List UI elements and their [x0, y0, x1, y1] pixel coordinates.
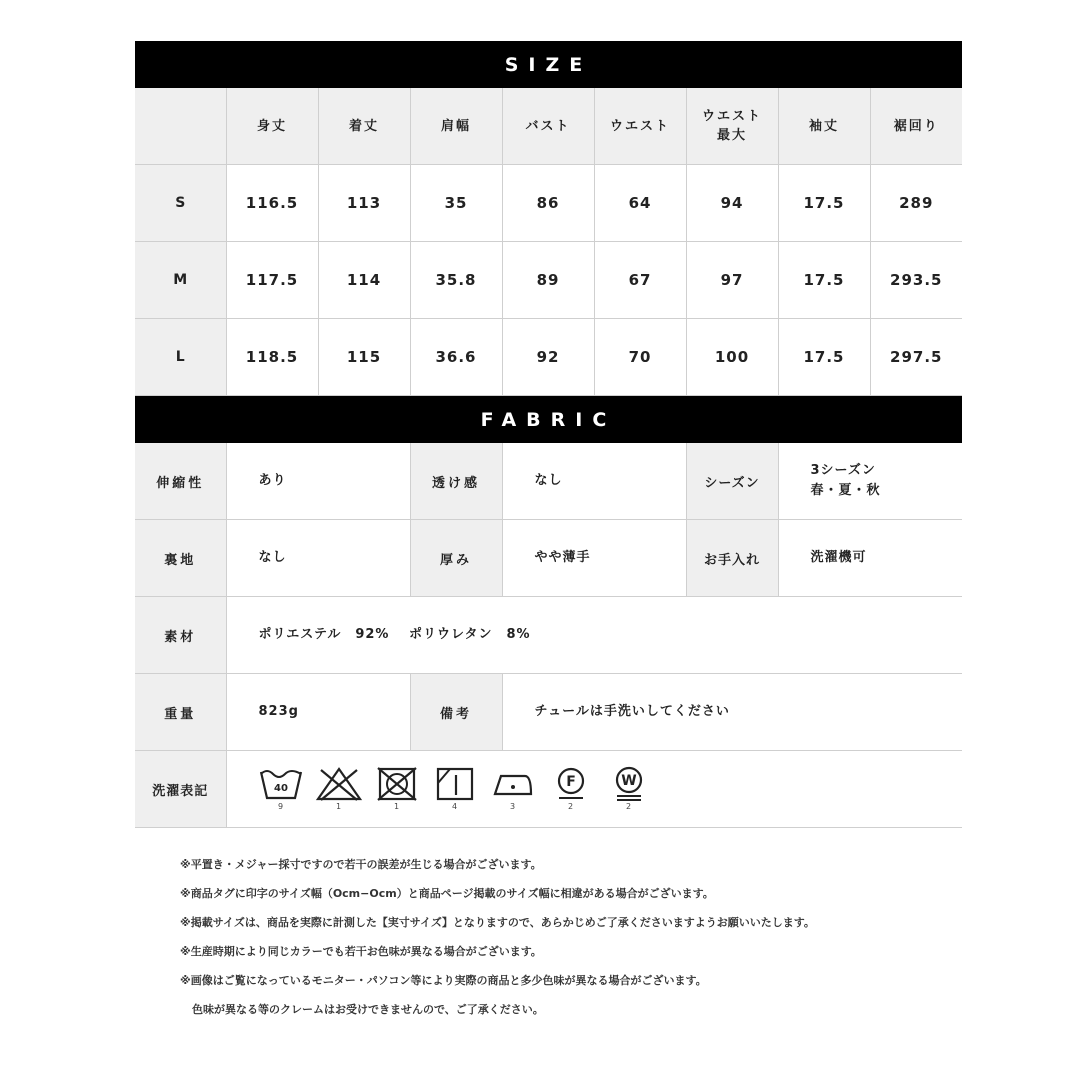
note-line: ※生産時期により同じカラーでも若干お色味が異なる場合がございます。 [180, 945, 542, 958]
fabric-row-5 [135, 751, 962, 828]
note-line: ※商品タグに印字のサイズ幅（Ocm−Ocm）と商品ページ掲載のサイズ幅に相違がある場合がございます。 [180, 887, 714, 900]
iron-low-icon [491, 766, 535, 802]
season-value-line-2: 春・夏・秋 [810, 483, 881, 498]
season-value [778, 443, 962, 520]
care-code: 3 [509, 802, 516, 811]
remarks-value: チュールは手洗いしてください [502, 674, 962, 751]
size-cell: 113 [318, 165, 410, 242]
size-cell: 64 [594, 165, 686, 242]
stretch-value: あり [226, 443, 410, 520]
fabric-row-3 [135, 597, 962, 674]
header-sleeve-length: 袖丈 [778, 88, 870, 165]
size-cell: 118.5 [226, 319, 318, 396]
care-code: 2 [567, 802, 574, 811]
weight-value: 823g [226, 674, 410, 751]
note-line: ※画像はご覧になっているモニター・パソコン等により実際の商品と多少色味が異なる場合がございます。 [180, 974, 707, 987]
size-row-s [135, 165, 962, 242]
washing-label: 洗濯表記 [135, 751, 226, 828]
care-code: 1 [393, 802, 400, 811]
washing-symbols [226, 751, 962, 828]
fabric-row-4 [135, 674, 962, 751]
product-spec-sheet [135, 41, 962, 828]
size-cell: 114 [318, 242, 410, 319]
line-dry-shade-item [431, 766, 479, 812]
size-cell: 117.5 [226, 242, 318, 319]
size-cell: 92 [502, 319, 594, 396]
size-cell: 35 [410, 165, 502, 242]
thickness-value: やや薄手 [502, 520, 686, 597]
no-bleach-item [315, 766, 363, 812]
size-cell: 94 [686, 165, 778, 242]
size-cell: 116.5 [226, 165, 318, 242]
size-cell: 115 [318, 319, 410, 396]
lining-label: 裏地 [135, 520, 226, 597]
size-label: S [135, 165, 226, 242]
material-value: ポリエステル 92% ポリウレタン 8% [226, 597, 962, 674]
size-row-m [135, 242, 962, 319]
size-cell: 17.5 [778, 165, 870, 242]
size-section-title: SIZE [135, 41, 962, 88]
wash-tub-40-item [257, 766, 305, 812]
fabric-table [135, 443, 962, 828]
dry-clean-f-icon [549, 766, 593, 802]
care-code: 1 [335, 802, 342, 811]
size-cell: 17.5 [778, 242, 870, 319]
fabric-row-1 [135, 443, 962, 520]
header-total-length: 着丈 [318, 88, 410, 165]
size-label: M [135, 242, 226, 319]
notes-section [180, 850, 940, 1024]
header-body-length: 身丈 [226, 88, 318, 165]
header-bust: バスト [502, 88, 594, 165]
no-tumble-dry-item [373, 766, 421, 812]
thickness-label: 厚み [410, 520, 502, 597]
stretch-label: 伸縮性 [135, 443, 226, 520]
header-shoulder-width: 肩幅 [410, 88, 502, 165]
wet-clean-w-item [605, 766, 653, 812]
wet-clean-w-icon [607, 766, 651, 802]
wet-clean-letter: W [620, 773, 637, 789]
size-header-row [135, 88, 962, 165]
size-cell: 86 [502, 165, 594, 242]
size-label: L [135, 319, 226, 396]
care-code: 9 [277, 802, 284, 811]
size-corner-cell [135, 88, 226, 165]
size-cell: 17.5 [778, 319, 870, 396]
header-waist: ウエスト [594, 88, 686, 165]
note-line: 色味が異なる等のクレームはお受けできませんので、ご了承ください。 [192, 1003, 544, 1016]
size-cell: 293.5 [870, 242, 962, 319]
size-cell: 67 [594, 242, 686, 319]
note-line: ※掲載サイズは、商品を実際に計測した【実寸サイズ】となりますので、あらかじめご了承くださいますようお願いいたします。 [180, 916, 815, 929]
care-value: 洗濯機可 [778, 520, 962, 597]
care-label: お手入れ [686, 520, 778, 597]
size-cell: 297.5 [870, 319, 962, 396]
fabric-section-title: FABRIC [135, 396, 962, 443]
care-code: 2 [625, 802, 632, 811]
sheer-value: なし [502, 443, 686, 520]
size-cell: 36.6 [410, 319, 502, 396]
no-tumble-dry-icon [375, 766, 419, 802]
size-cell: 35.8 [410, 242, 502, 319]
dry-clean-f-item [547, 766, 595, 812]
wash-tub-40-icon [259, 766, 303, 802]
weight-label: 重量 [135, 674, 226, 751]
iron-low-item [489, 766, 537, 812]
size-cell: 89 [502, 242, 594, 319]
size-cell: 70 [594, 319, 686, 396]
fabric-row-2 [135, 520, 962, 597]
no-bleach-icon [315, 766, 363, 802]
sheer-label: 透け感 [410, 443, 502, 520]
care-code: 4 [451, 802, 458, 811]
season-label: シーズン [686, 443, 778, 520]
lining-value: なし [226, 520, 410, 597]
size-cell: 100 [686, 319, 778, 396]
remarks-label: 備考 [410, 674, 502, 751]
season-value-line-1: 3シーズン [810, 463, 876, 478]
material-label: 素材 [135, 597, 226, 674]
size-row-l [135, 319, 962, 396]
note-line: ※平置き・メジャー採寸ですので若干の誤差が生じる場合がございます。 [180, 858, 542, 871]
dry-clean-letter: F [565, 774, 576, 790]
wash-temp: 40 [273, 783, 288, 794]
header-hem-circumference: 裾回り [870, 88, 962, 165]
line-dry-shade-icon [433, 766, 477, 802]
size-cell: 97 [686, 242, 778, 319]
size-cell: 289 [870, 165, 962, 242]
size-table [135, 88, 962, 396]
header-waist-max: ウエスト 最大 [686, 88, 778, 165]
